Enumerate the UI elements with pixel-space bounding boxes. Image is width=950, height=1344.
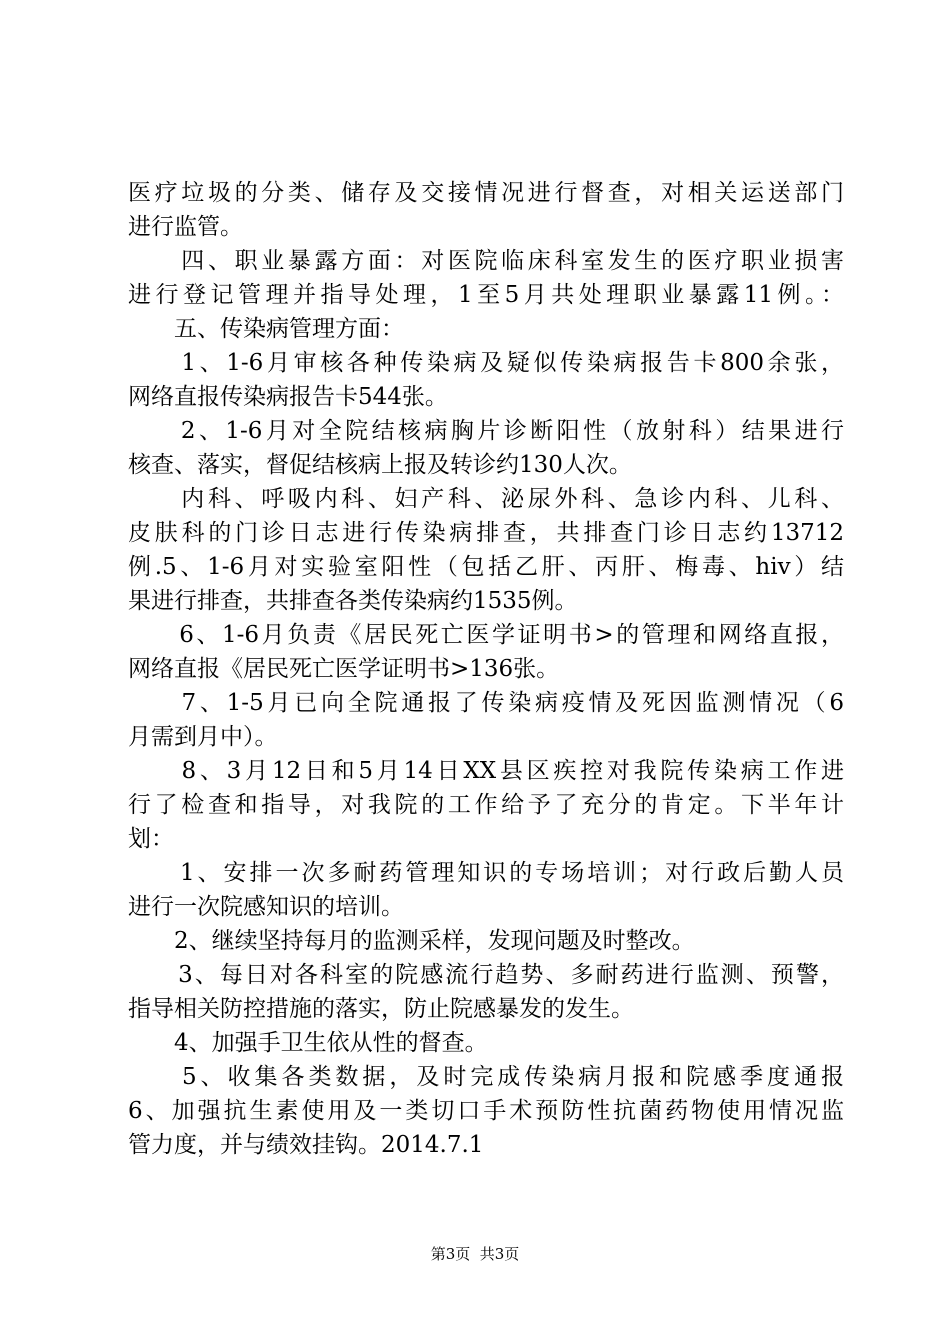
page-number-footer: 第3页 共3页 [430, 1245, 520, 1263]
text-line: 例.5、1-6月对实验室阳性（包括乙肝、丙肝、梅毒、hiv）结 [128, 554, 844, 580]
text-line: 2、1-6月对全院结核病胸片诊断阳性（放射科）结果进行 [128, 418, 844, 444]
text-line: 1、1-6月审核各种传染病及疑似传染病报告卡800余张， [128, 350, 844, 376]
text-line: 2、继续坚持每月的监测采样，发现问题及时整改。 [128, 928, 695, 954]
text-line: 7、1-5月已向全院通报了传染病疫情及死因监测情况（6 [128, 690, 844, 716]
text-line: 进行一次院感知识的培训。 [128, 894, 404, 920]
text-line: 管力度，并与绩效挂钩。2014.7.1 [128, 1132, 484, 1158]
text-line: 果进行排查，共排查各类传染病约1535例。 [128, 588, 578, 614]
text-line: 5、收集各类数据，及时完成传染病月报和院感季度通报 [128, 1064, 844, 1090]
text-line: 3、每日对各科室的院感流行趋势、多耐药进行监测、预警， [128, 962, 844, 988]
text-line: 皮肤科的门诊日志进行传染病排查，共排查门诊日志约13712 [128, 520, 844, 546]
text-line: 6、1-6月负责《居民死亡医学证明书>的管理和网络直报， [128, 622, 844, 648]
text-line: 四、职业暴露方面：对医院临床科室发生的医疗职业损害 [128, 248, 844, 274]
text-line: 网络直报《居民死亡医学证明书>136张。 [128, 656, 560, 682]
text-line: 行了检查和指导，对我院的工作给予了充分的肯定。下半年计 [128, 792, 844, 818]
text-line: 进行监管。 [128, 214, 243, 240]
text-line: 月需到月中）。 [128, 724, 278, 750]
text-line: 核查、落实，督促结核病上报及转诊约130人次。 [128, 452, 632, 478]
text-line: 医疗垃圾的分类、储存及交接情况进行督查，对相关运送部门 [128, 180, 844, 206]
text-line: 4、加强手卫生依从性的督查。 [128, 1030, 488, 1056]
text-line: 指导相关防控措施的落实，防止院感暴发的发生。 [128, 996, 634, 1022]
text-line: 五、传染病管理方面： [128, 316, 404, 342]
text-line: 1、安排一次多耐药管理知识的专场培训；对行政后勤人员 [128, 860, 844, 886]
text-line: 进行登记管理并指导处理，1至5月共处理职业暴露11例。： [128, 282, 844, 308]
text-line: 网络直报传染病报告卡544张。 [128, 384, 448, 410]
text-line: 6、加强抗生素使用及一类切口手术预防性抗菌药物使用情况监 [128, 1098, 844, 1124]
document-body [128, 176, 844, 1162]
text-line: 内科、呼吸内科、妇产科、泌尿外科、急诊内科、儿科、 [128, 486, 844, 512]
text-line: 划： [128, 826, 174, 852]
text-line: 8、3月12日和5月14日XX县区疾控对我院传染病工作进 [128, 758, 844, 784]
